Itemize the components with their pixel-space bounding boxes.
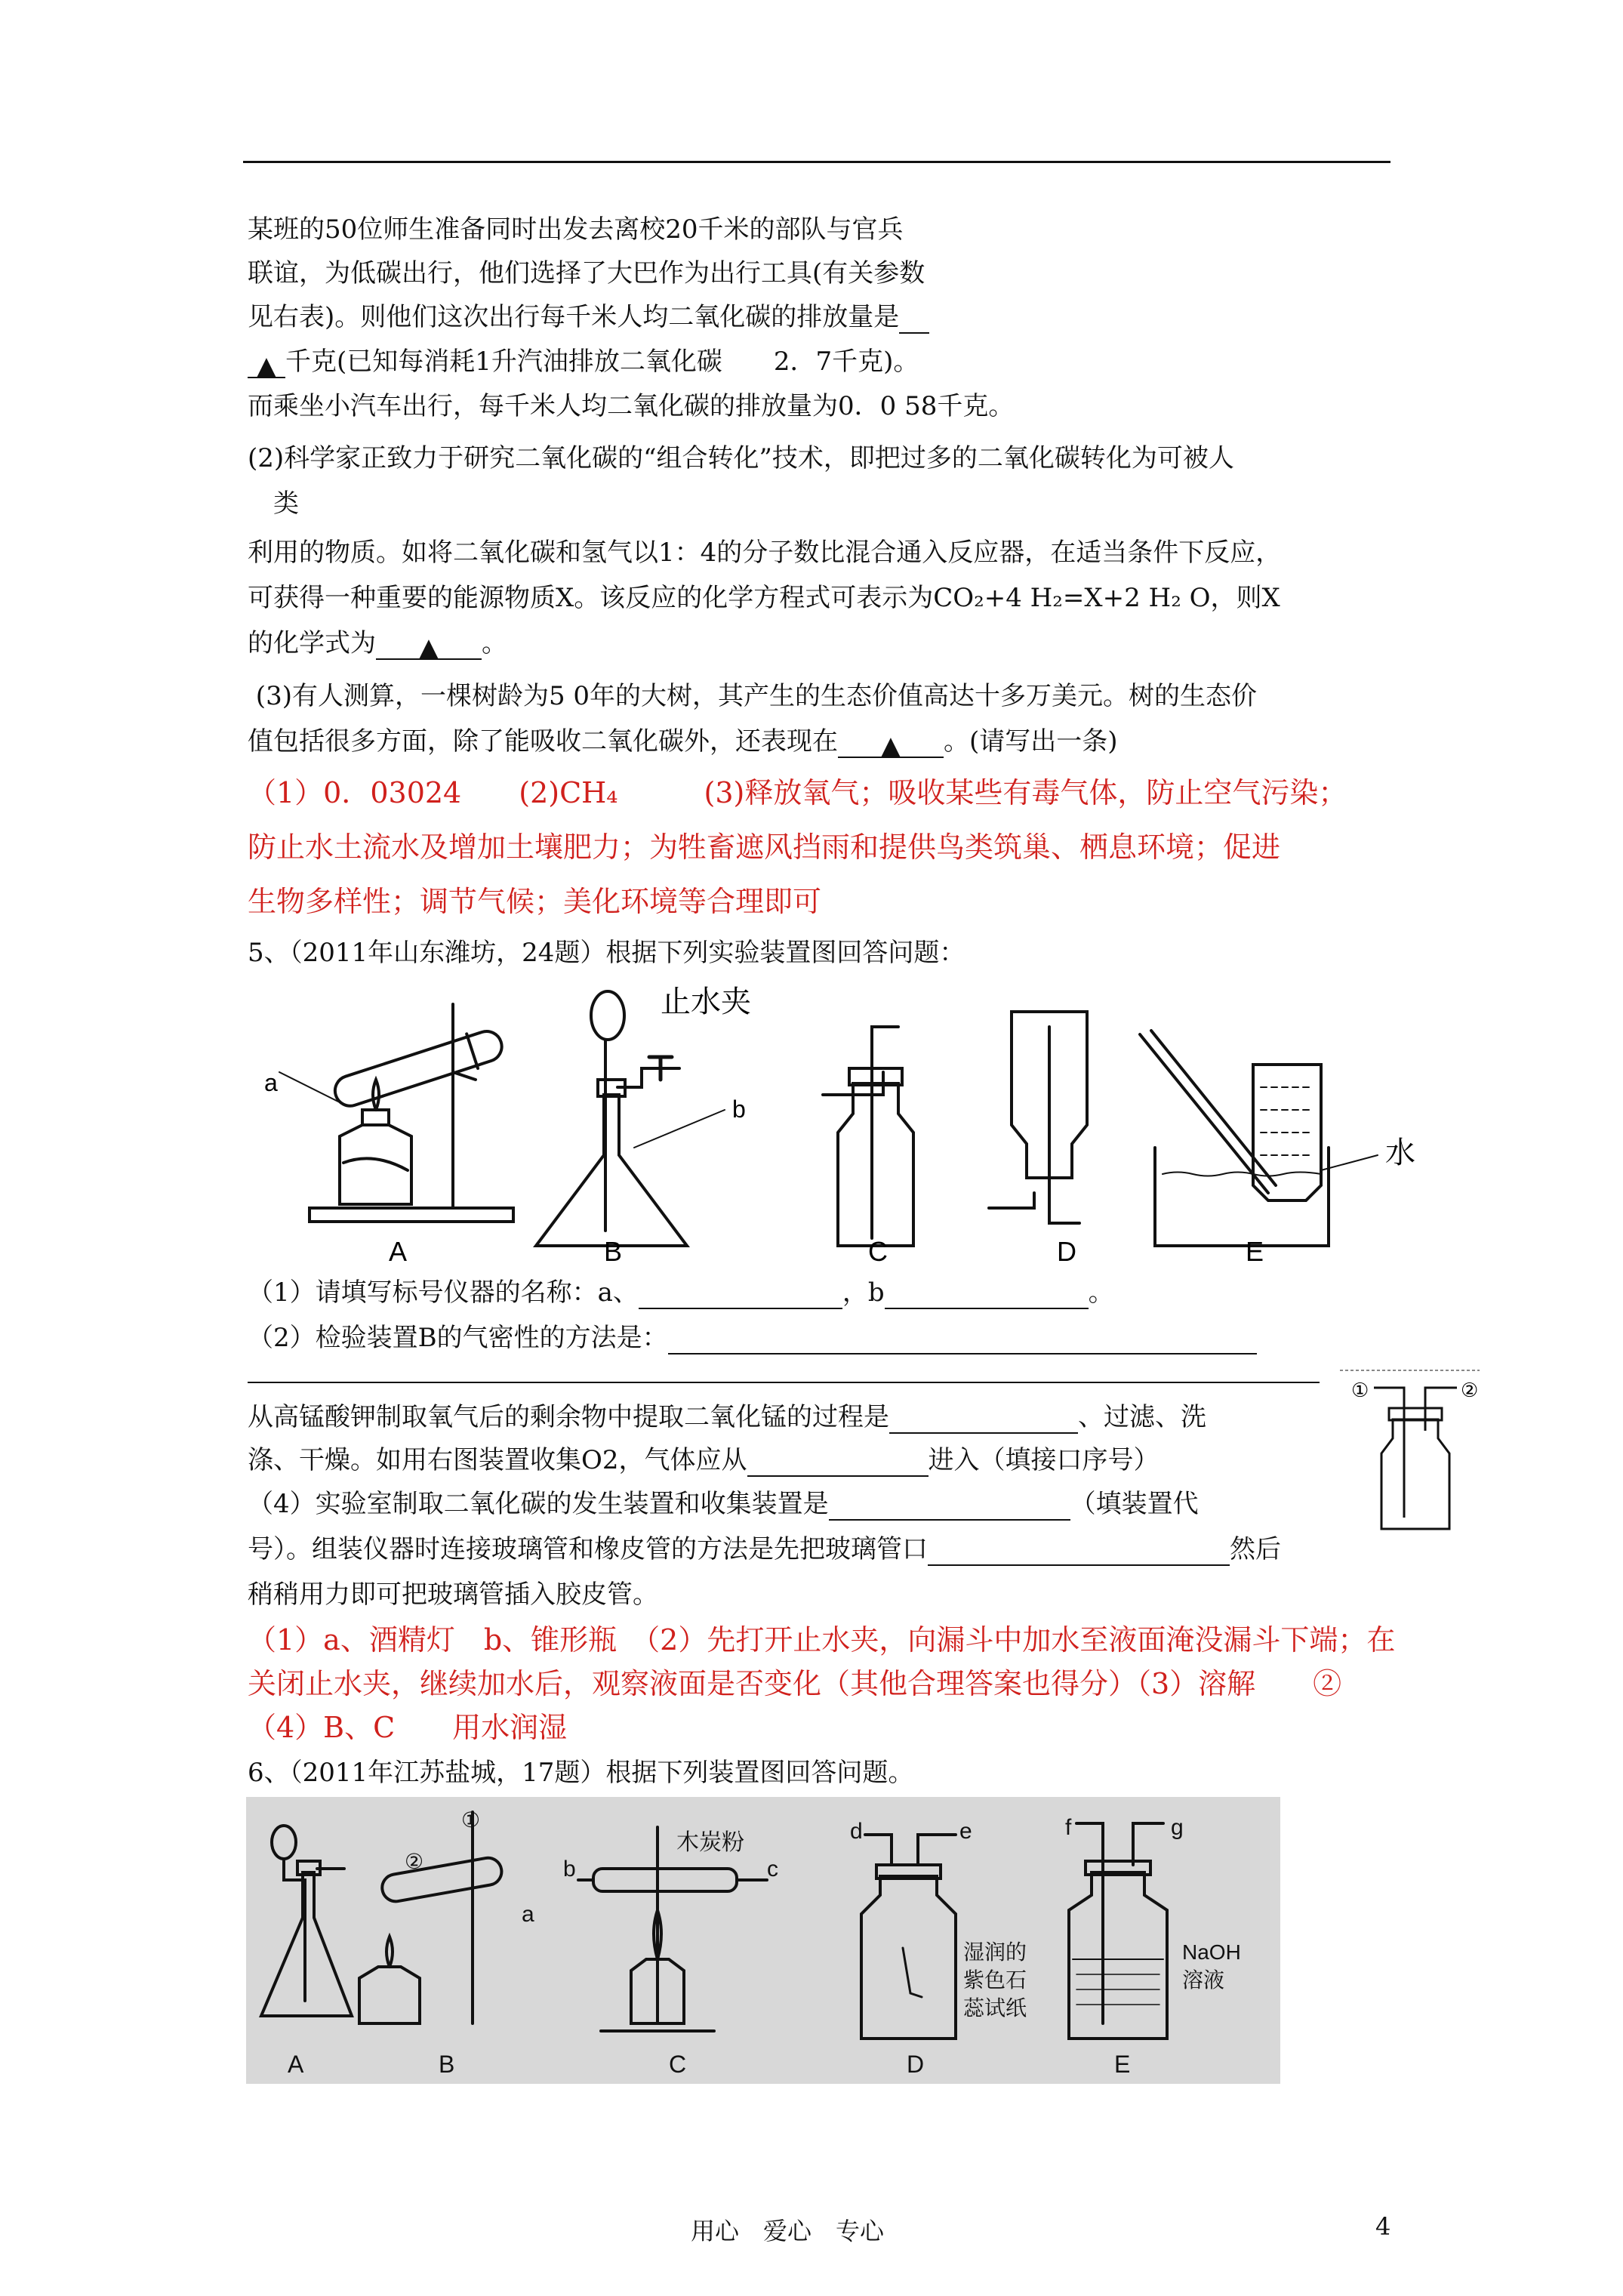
- page-number: 4: [1375, 2212, 1391, 2241]
- text-line: （4）实验室制取二氧化碳的发生装置和收集装置是 （填装置代: [248, 1489, 1199, 1519]
- header-rule: [243, 161, 1390, 163]
- svg-text:g: g: [1171, 1815, 1184, 1840]
- svg-text:①: ①: [461, 1808, 481, 1832]
- svg-text:e: e: [959, 1819, 972, 1844]
- svg-text:水: 水: [1385, 1136, 1415, 1170]
- svg-text:c: c: [767, 1857, 778, 1881]
- svg-text:b: b: [563, 1857, 576, 1881]
- question-title: 5、（2011年山东潍坊，24题）根据下列实验装置图回答问题：: [248, 938, 965, 968]
- svg-text:E: E: [1114, 2051, 1131, 2078]
- svg-text:木炭粉: 木炭粉: [676, 1830, 744, 1855]
- svg-text:蕊试纸: 蕊试纸: [963, 1996, 1027, 2020]
- answer-blank: ▲: [248, 350, 285, 378]
- svg-text:C: C: [669, 2051, 687, 2078]
- svg-text:湿润的: 湿润的: [963, 1940, 1027, 1964]
- svg-text:溶液: 溶液: [1182, 1968, 1225, 1992]
- svg-text:d: d: [850, 1819, 863, 1844]
- svg-text:f: f: [1065, 1815, 1072, 1840]
- test-tube-a: [330, 1025, 507, 1113]
- svg-text:A: A: [389, 1236, 408, 1267]
- text-line: 见右表)。则他们这次出行每千米人均二氧化碳的排放量是: [248, 300, 929, 334]
- answer-blank: ▲: [838, 729, 944, 758]
- svg-text:a: a: [264, 1069, 278, 1096]
- text-line: 利用的物质。如将二氧化碳和氢气以1：4的分子数比混合通入反应器，在适当条件下反应，: [248, 538, 1282, 568]
- text-line: 某班的50位师生准备同时出发去离校20千米的部队与官兵: [248, 214, 904, 245]
- question-title: 6、（2011年江苏盐城，17题）根据下列装置图回答问题。: [248, 1758, 914, 1788]
- answer-line: 防止水土流水及增加土壤肥力；为牲畜遮风挡雨和提供鸟类筑巢、栖息环境；促进: [248, 831, 1281, 864]
- text-line: 的化学式为 ▲ 。: [248, 628, 507, 663]
- svg-text:B: B: [439, 2051, 455, 2078]
- svg-text:B: B: [604, 1236, 623, 1267]
- svg-text:②: ②: [1461, 1379, 1479, 1401]
- funnel: [591, 991, 624, 1040]
- text-line: 从高锰酸钾制取氧气后的剩余物中提取二氧化锰的过程是 、过滤、洗: [248, 1402, 1206, 1432]
- answer-rule: [248, 1382, 1320, 1383]
- side-collection-bottle-figure: [1336, 1367, 1487, 1540]
- text-line: 涤、干燥。如用右图装置收集O2，气体应从 进入（填接口序号）: [248, 1445, 1160, 1475]
- svg-text:b: b: [732, 1096, 746, 1123]
- answer-blank: ▲: [376, 631, 482, 660]
- svg-text:A: A: [288, 2051, 304, 2078]
- text-line: 稍稍用力即可把玻璃管插入胶皮管。: [248, 1579, 658, 1610]
- text-line: 类: [273, 488, 299, 519]
- text-line: 号）。组装仪器时连接玻璃管和橡皮管的方法是先把玻璃管口 然后: [248, 1534, 1281, 1564]
- text-line: 联谊，为低碳出行，他们选择了大巴作为出行工具(有关参数: [248, 258, 925, 288]
- svg-text:D: D: [1057, 1236, 1076, 1267]
- svg-text:②: ②: [405, 1850, 424, 1873]
- text-line: (3)有人测算，一棵树龄为5 0年的大树，其产生的生态价值高达十多万美元。树的生态价: [248, 681, 1258, 711]
- text-line: ▲ 千克(已知每消耗1升汽油排放二氧化碳 2．7千克)。: [248, 345, 919, 378]
- text-line: 可获得一种重要的能源物质X。该反应的化学方程式可表示为CO₂+4 H₂=X+2 H₂ O，则X: [248, 583, 1280, 613]
- q5-apparatus-figure: [249, 982, 1487, 1268]
- text-line: （1）请填写标号仪器的名称：a、 ，b 。: [248, 1277, 1114, 1308]
- svg-text:NaOH: NaOH: [1182, 1940, 1241, 1964]
- answer-line: （4）B、C 用水润湿: [248, 1711, 568, 1744]
- footer-motto: 用心 爱心 专心: [691, 2217, 885, 2245]
- text-line: （2）检验装置B的气密性的方法是：: [248, 1321, 1257, 1354]
- svg-text:a: a: [522, 1902, 534, 1927]
- text-line: (2)科学家正致力于研究二氧化碳的“组合转化”技术，即把过多的二氧化碳转化为可被人: [248, 443, 1234, 473]
- q6-apparatus-figure: [246, 1797, 1280, 2084]
- text-line: 值包括很多方面，除了能吸收二氧化碳外，还表现在 ▲ 。(请写出一条): [248, 726, 1118, 761]
- text-line: 而乘坐小汽车出行，每千米人均二氧化碳的排放量为0．0 58千克。: [248, 391, 1015, 421]
- stand-base-a: [310, 1208, 513, 1222]
- alcohol-lamp: [340, 1125, 411, 1204]
- svg-text:E: E: [1246, 1236, 1264, 1267]
- svg-text:D: D: [907, 2051, 925, 2078]
- svg-text:紫色石: 紫色石: [963, 1968, 1027, 1992]
- svg-text:C: C: [868, 1236, 888, 1267]
- answer-line: （1）a、酒精灯 b、锥形瓶 （2）先打开止水夹，向漏斗中加水至液面淹没漏斗下端；在: [248, 1623, 1396, 1657]
- answer-line: 关闭止水夹，继续加水后，观察液面是否变化（其他合理答案也得分）（3）溶解 ②: [248, 1667, 1342, 1700]
- svg-text:止水夹: 止水夹: [661, 985, 751, 1019]
- svg-text:①: ①: [1351, 1379, 1369, 1401]
- delivery-tube-e: [1140, 1034, 1268, 1193]
- bottle-c: [838, 1083, 913, 1246]
- answer-line: 生物多样性；调节气候；美化环境等合理即可: [248, 885, 822, 918]
- conical-flask-b: [536, 1095, 687, 1246]
- answer-line: （1）0．03024 (2)CH₄ (3)释放氧气；吸收某些有毒气体，防止空气污染；: [248, 776, 1347, 809]
